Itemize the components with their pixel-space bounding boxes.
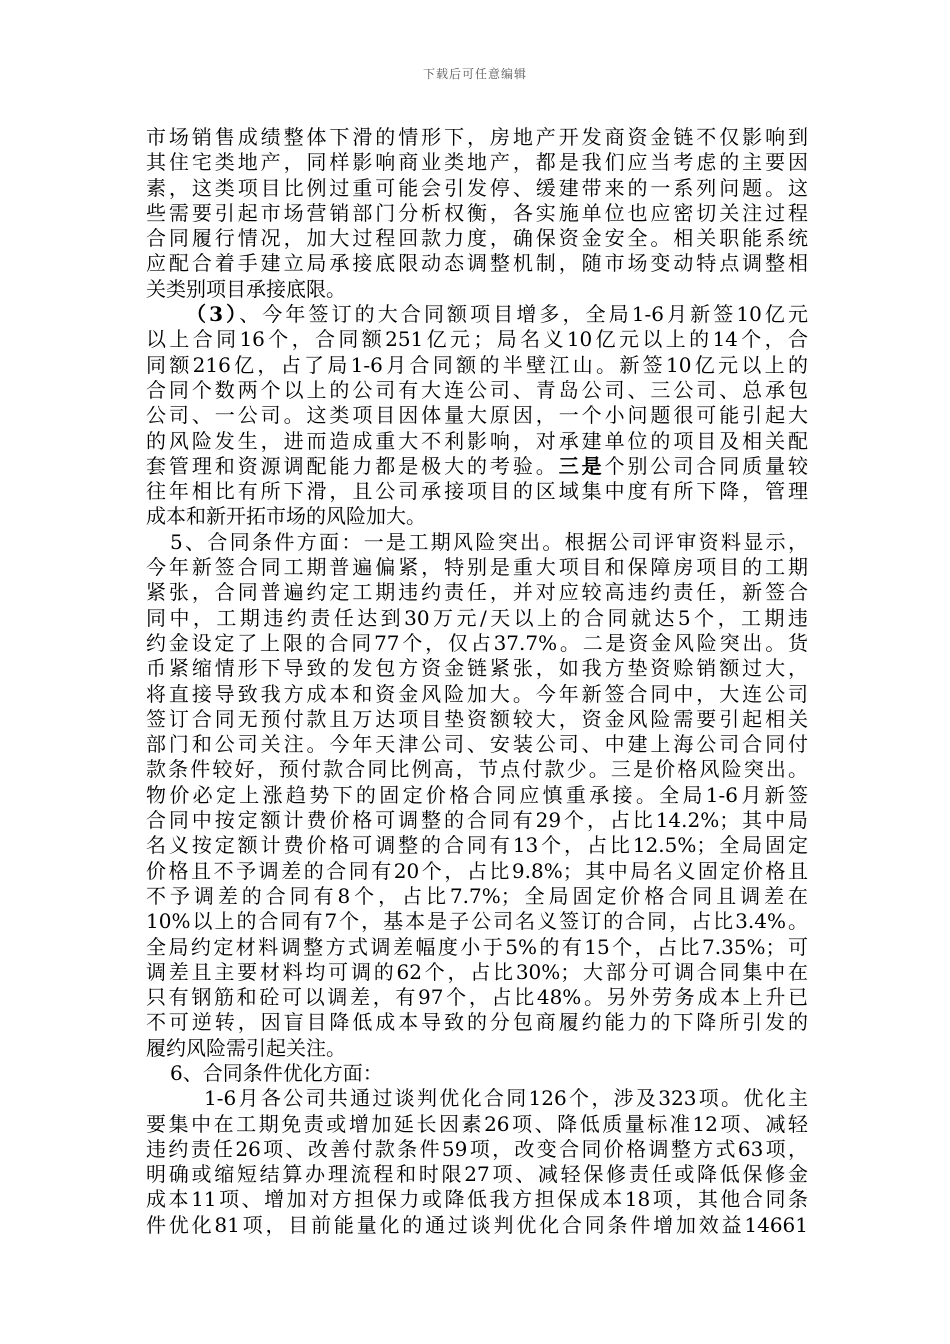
text-line: 些需要引起市场营销部门分析权衡，各实施单位也应密切关注过程 [146,200,808,225]
text-line: 合同个数两个以上的公司有大连公司、青岛公司、三公司、总承包 [146,377,808,402]
text-line: 调差且主要材料均可调的62个，占比30%；大部分可调合同集中在 [146,959,808,984]
text-line: 不予调差的合同有8个，占比7.7%；全局固定价格合同且调差在 [146,883,808,908]
text-line: 违约责任26项、改善付款条件59项，改变合同价格调整方式63项， [146,1136,808,1161]
text-line: 不可逆转，因盲目降低成本导致的分包商履约能力的下降所引发的 [146,1010,808,1035]
text-line: 合同中按定额计费价格可调整的合同有29个，占比14.2%；其中局 [146,808,808,833]
text-line-with-bold [146,454,808,479]
header-note: 下载后可任意编辑 [422,67,527,81]
text-line: 10%以上的合同有7个，基本是子公司名义签订的合同，占比3.4%。 [146,909,808,934]
paragraph-3-number: （3） [186,302,240,327]
text-line: 款条件较好，预付款合同比例高，节点付款少。三是价格风险突出。 [146,757,808,782]
text-line: 公司、一公司。这类项目因体量大原因，一个小问题很可能引起大 [146,403,808,428]
text-line: 件优化81项，目前能量化的通过谈判优化合同条件增加效益14661 [146,1212,808,1237]
text-line: 币紧缩情形下导致的发包方资金链紧张，如我方垫资赊销额过大， [146,656,808,681]
text-line: 以上合同16个，合同额251亿元；局名义10亿元以上的14个，合 [146,327,808,352]
text-segment: 套管理和资源调配能力都是极大的考验。 [146,453,559,478]
text-line: 要集中在工期免责或增加延长因素26项、降低质量标准12项、减轻 [146,1111,808,1136]
text-line: 签订合同无预付款且万达项目垫资额较大，资金风险需要引起相关 [146,706,808,731]
text-line: 同中，工期违约责任达到30万元/天以上的合同就达5个，工期违 [146,605,808,630]
paragraph-3-text: 、今年签订的大合同额项目增多，全局1-6月新签10亿元 [239,302,808,327]
text-line: 素，这类项目比例过重可能会引发停、缓建带来的一系列问题。这 [146,175,808,200]
text-line: 往年相比有所下滑，且公司承接项目的区域集中度有所下降，管理 [146,479,808,504]
text-line: 应配合着手建立局承接底限动态调整机制，随市场变动特点调整相 [146,251,808,276]
text-line: 其住宅类地产，同样影响商业类地产，都是我们应当考虑的主要因 [146,150,808,175]
text-line: 名义按定额计费价格可调整的合同有13个，占比12.5%；全局固定 [146,833,808,858]
text-line: 今年新签合同工期普遍偏紧，特别是重大项目和保障房项目的工期 [146,555,808,580]
text-line: 履约风险需引起关注。 [146,1035,346,1060]
text-segment: 个别公司合同质量较 [604,453,808,478]
bold-three-label: 三是 [558,453,605,478]
section-6-heading: 6、合同条件优化方面： [170,1060,383,1085]
text-line: 成本和新开拓市场的风险加大。 [146,504,426,529]
document-body [146,125,808,1238]
text-line: 约金设定了上限的合同77个，仅占37.7%。二是资金风险突出。货 [146,630,808,655]
text-line: 同额216亿，占了局1-6月合同额的半壁江山。新签10亿元以上的 [146,352,808,377]
text-line: 的风险发生，进而造成重大不利影响，对承建单位的项目及相关配 [146,428,808,453]
text-line: 紧张，合同普遍约定工期违约责任，并对应较高违约责任，新签合 [146,580,808,605]
text-line: 合同履行情况，加大过程回款力度，确保资金安全。相关职能系统 [146,226,808,251]
text-line: 关类别项目承接底限。 [146,276,346,301]
text-line: 部门和公司关注。今年天津公司、安装公司、中建上海公司合同付 [146,732,808,757]
text-line: 成本11项、增加对方担保力或降低我方担保成本18项，其他合同条 [146,1187,808,1212]
text-line: 全局约定材料调整方式调差幅度小于5%的有15个，占比7.35%；可 [146,934,808,959]
text-line: 1-6月各公司共通过谈判优化合同126个，涉及323项。优化主 [204,1086,808,1111]
text-line: 市场销售成绩整体下滑的情形下，房地产开发商资金链不仅影响到 [146,125,808,149]
text-line: 明确或缩短结算办理流程和时限27项、减轻保修责任或降低保修金 [146,1162,808,1187]
text-line: 只有钢筋和砼可以调差，有97个，占比48%。另外劳务成本上升已 [146,985,808,1010]
text-line: 将直接导致我方成本和资金风险加大。今年新签合同中，大连公司 [146,681,808,706]
paragraph-3-heading-line [146,302,808,327]
section-5-line: 5、合同条件方面：一是工期风险突出。根据公司评审资料显示， [170,529,808,554]
text-line: 物价必定上涨趋势下的固定价格合同应慎重承接。全局1-6月新签 [146,782,808,807]
text-line: 价格且不予调差的合同有20个，占比9.8%；其中局名义固定价格且 [146,858,808,883]
